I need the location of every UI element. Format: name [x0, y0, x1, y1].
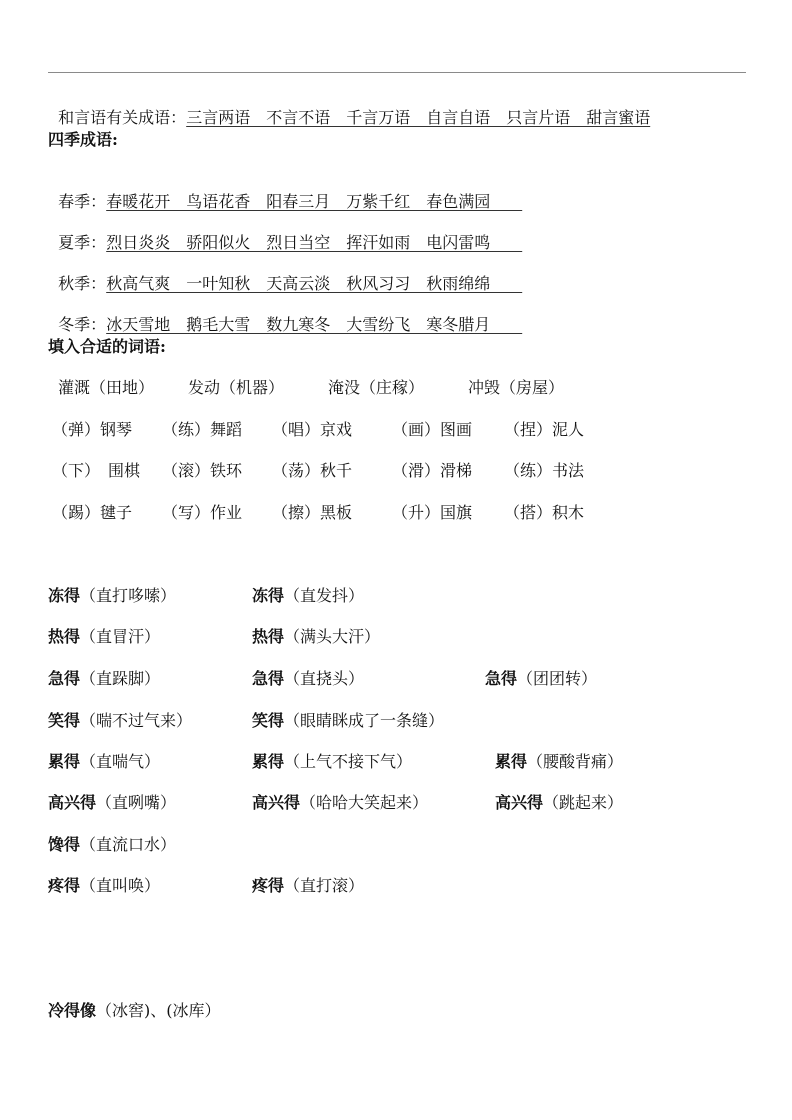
fill-word-item: 冲毁（房屋） [468, 378, 565, 397]
de-phrase: 高兴得（直咧嘴） [48, 793, 177, 812]
de-phrase: 热得（满头大汗） [252, 627, 381, 646]
fill-word-item: （荡）秋千 [272, 461, 353, 480]
fill-word-item: （踢）毽子 [52, 503, 133, 522]
fill-word-item: （擦）黑板 [272, 503, 353, 522]
de-phrase: 冻得（直发抖） [252, 586, 365, 605]
de-phrase: 笑得（眼睛眯成了一条缝） [252, 711, 445, 730]
de-phrase: 累得（上气不接下气） [252, 752, 413, 771]
fill-word-item: （滑）滑梯 [392, 461, 473, 480]
fill-word-item: 发动（机器） [188, 378, 285, 397]
fill-words-heading: 填入合适的词语: [48, 337, 166, 356]
de-phrase: 疼得（直打滚） [252, 876, 365, 895]
fill-word-item: （唱）京戏 [272, 420, 353, 439]
season-label: 冬季： [58, 315, 107, 334]
fill-word-item: （下） 围棋 [52, 461, 141, 480]
season-label: 春季： [58, 192, 107, 211]
season-row-summer [48, 213, 523, 252]
fill-word-item: （弹）钢琴 [52, 420, 133, 439]
season-row-autumn [48, 254, 523, 293]
season-label: 夏季： [58, 233, 107, 252]
cold-like-phrase: 冷得像（冰窖)、(冰库） [48, 1001, 221, 1020]
season-row-spring [48, 172, 523, 211]
de-phrase: 冻得（直打哆嗦） [48, 586, 177, 605]
horizontal-rule [48, 72, 746, 73]
season-label: 秋季： [58, 274, 107, 293]
de-phrase: 笑得（喘不过气来） [48, 711, 193, 730]
de-phrase: 高兴得（哈哈大笑起来） [252, 793, 429, 812]
speech-idioms-label: 和言语有关成语： [58, 108, 187, 127]
fill-word-item: （练）书法 [504, 461, 585, 480]
fill-word-item: （滚）铁环 [162, 461, 243, 480]
de-phrase: 急得（直挠头） [252, 669, 365, 688]
de-phrase: 累得（直喘气） [48, 752, 161, 771]
season-idioms: 烈日炎炎 骄阳似火 烈日当空 挥汗如雨 电闪雷鸣 [106, 233, 523, 252]
fill-word-item: 灌溉（田地） [58, 378, 155, 397]
de-phrase: 急得（团团转） [485, 669, 598, 688]
fill-word-item: （捏）泥人 [504, 420, 585, 439]
season-idioms: 秋高气爽 一叶知秋 天高云淡 秋风习习 秋雨绵绵 [106, 274, 523, 293]
de-phrase: 馋得（直流口水） [48, 835, 177, 854]
seasons-heading: 四季成语: [48, 130, 118, 149]
de-phrase: 高兴得（跳起来） [495, 793, 624, 812]
fill-word-item: （搭）积木 [504, 503, 585, 522]
de-phrase: 急得（直跺脚） [48, 669, 161, 688]
fill-word-item: （练）舞蹈 [162, 420, 243, 439]
season-idioms: 春暖花开 鸟语花香 阳春三月 万紫千红 春色满园 [106, 192, 523, 211]
de-phrase: 累得（腰酸背痛） [495, 752, 624, 771]
de-phrase: 热得（直冒汗） [48, 627, 161, 646]
speech-idioms-list: 三言两语 不言不语 千言万语 自言自语 只言片语 甜言蜜语 [186, 108, 651, 127]
fill-word-item: （画）图画 [392, 420, 473, 439]
fill-word-item: 淹没（庄稼） [328, 378, 425, 397]
speech-idioms-line [48, 88, 651, 127]
fill-word-item: （写）作业 [162, 503, 243, 522]
fill-word-item: （升）国旗 [392, 503, 473, 522]
season-idioms: 冰天雪地 鹅毛大雪 数九寒冬 大雪纷飞 寒冬腊月 [106, 315, 523, 334]
de-phrase: 疼得（直叫唤） [48, 876, 161, 895]
season-row-winter [48, 295, 523, 334]
